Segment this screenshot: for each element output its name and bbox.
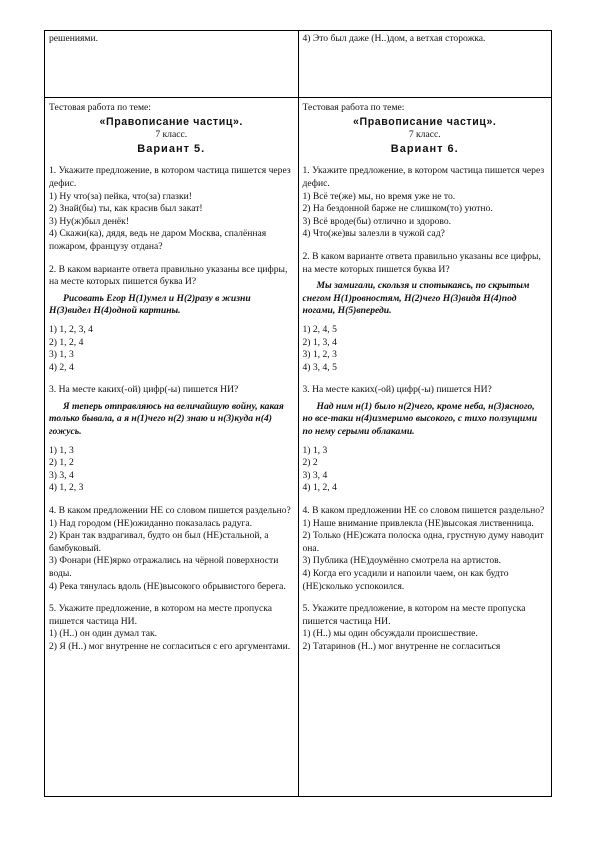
example-sentence: Над ним н(1) было н(2)чего, кроме неба, н(3)ясного, но все-таки н(4)измеримо высокого, с тихо ползущими по нему серыми облаками. [302, 400, 538, 438]
answer-option: 2) 2 [302, 457, 318, 469]
test-heading: Тестовая работа по теме: [49, 102, 151, 113]
table-row-main [45, 98, 552, 797]
answer-option: 4) Река тянулась вдоль (НЕ)высокого обрывистого берега. [49, 580, 286, 592]
answer-option: 1) 2, 4, 5 [302, 323, 337, 335]
answer-option: 1) Над городом (НЕ)ожиданно показалась радуга. [49, 517, 252, 529]
answer-option: 2) Я (Н..) мог внутренне не согласиться с его аргументами. [49, 640, 291, 652]
answer-option: 3) Всё вроде(бы) отлично и здорово. [302, 215, 452, 227]
test-table [44, 30, 552, 797]
answer-option: 2) Татаринов (Н..) мог внутренне не согласиться [302, 640, 501, 652]
question-block [49, 603, 294, 653]
table-row-top [45, 31, 552, 98]
answer-option: 4) 1, 2, 4 [302, 482, 337, 494]
question-block [303, 384, 548, 495]
variant-6-cell [298, 98, 552, 797]
answer-option: 2) 1, 2 [49, 457, 74, 469]
example-sentence: Рисовать Егор Н(1)умел и Н(2)разу в жизни Н(3)видел Н(4)одной картины. [49, 292, 251, 317]
answer-option: 1) 1, 3 [49, 444, 74, 456]
question-block [49, 165, 294, 253]
question-text: 1. Укажите предложение, в котором частица пишется через дефис. [302, 165, 545, 189]
top-right-cell [298, 31, 552, 98]
top-left-cell [45, 31, 299, 98]
example-sentence: Я теперь отправляюсь на величайшую войну, какая только бывала, а я н(1)чего н(2) знаю и н(3)куда н(4) гожусь. [49, 400, 284, 438]
test-heading: Тестовая работа по теме: [302, 102, 405, 113]
grade-label: 7 класс. [408, 129, 441, 141]
grade-label: 7 класс. [155, 129, 188, 141]
answer-option: 3) 3, 4 [302, 469, 328, 481]
answer-option: 1) 1, 2, 3, 4 [49, 323, 93, 335]
answer-option: 2) Только (НЕ)сжата полоска одна, грустную думу наводит она. [302, 530, 544, 554]
answer-option: 3) 1, 3 [49, 349, 74, 361]
answer-option: 1) 1, 3 [302, 444, 328, 456]
question-block [49, 384, 294, 495]
question-text: 1. Укажите предложение, в котором частица пишется через дефис. [49, 165, 291, 189]
question-block [303, 603, 548, 653]
answer-option: 1) (Н..) мы один обсуждали происшествие. [302, 628, 478, 640]
answer-option: 4) 2, 4 [49, 361, 74, 373]
example-sentence: Мы замигали, скользя и спотыкаясь, по скрытым снегом Н(1)ровностям, Н(2)чего Н(3)видя Н(4)под ногами, Н(5)впереди. [302, 280, 530, 317]
answer-option: 1) Наше внимание привлекла (НЕ)высокая лиственница. [302, 517, 534, 529]
answer-option: 2) 1, 3, 4 [302, 336, 337, 348]
answer-option: 3) 3, 4 [49, 469, 74, 481]
question-text: 2. В каком варианте ответа правильно указаны все цифры, на месте которых пишется буква И? [302, 250, 541, 275]
question-block [303, 505, 548, 593]
question-block [49, 505, 294, 593]
test-topic: «Правописание частиц». [99, 115, 243, 128]
question-text: 4. В каком предложении НЕ со словом пишется раздельно? [302, 505, 545, 517]
test-topic: «Правописание частиц». [353, 115, 497, 128]
variant-title: Вариант 6. [390, 142, 459, 155]
question-text: 3. На месте каких(-ой) цифр(-ы) пишется НИ? [302, 384, 492, 396]
answer-option: 4) Скажи(ка), дядя, ведь не даром Москва, спалённая пожаром, французу отдана? [49, 228, 267, 252]
answer-option: 2) Знай(бы) ты, как красив был закат! [49, 203, 203, 215]
question-block [303, 165, 548, 241]
answer-option: 4) 1, 2, 3 [49, 482, 84, 494]
question-text: 5. Укажите предложение, в котором на месте пропуска пишется частица НИ. [302, 603, 526, 627]
answer-option: 1) Ну что(за) пейка, что(за) глазки! [49, 190, 192, 202]
top-left-text: решениями. [49, 33, 98, 44]
answer-option: 1) Всё те(же) мы, но время уже не то. [302, 190, 456, 202]
question-block [49, 264, 294, 375]
question-text: 4. В каком предложении НЕ со словом пишется раздельно? [49, 505, 291, 517]
question-text: 5. Укажите предложение, в котором на месте пропуска пишется частица НИ. [49, 603, 272, 627]
top-right-text: 4) Это был даже (Н..)дом, а ветхая сторожка. [302, 33, 486, 44]
variant-title: Вариант 5. [137, 142, 206, 155]
answer-option: 3) Ну(ж)был денёк! [49, 215, 130, 227]
answer-option: 4) 3, 4, 5 [302, 361, 337, 373]
answer-option: 2) Кран так вздрагивал, будто он был (НЕ)стальной, а бамбуковый. [49, 530, 269, 554]
answer-option: 3) Публика (НЕ)доумённо смотрела на артистов. [302, 555, 502, 567]
variant-5-cell [45, 98, 299, 797]
answer-option: 2) 1, 2, 4 [49, 336, 84, 348]
answer-option: 4) Что(же)вы залезли в чужой сад? [302, 228, 445, 240]
answer-option: 3) 1, 2, 3 [302, 349, 337, 361]
question-text: 3. На месте каких(-ой) цифр(-ы) пишется НИ? [49, 384, 239, 396]
question-list [49, 165, 294, 653]
answer-option: 3) Фонари (НЕ)ярко отражались на чёрной поверхности воды. [49, 555, 279, 579]
answer-option: 2) На бездонной барже не слишком(то) уютно. [302, 203, 493, 215]
answer-option: 4) Когда его усадили и напоили чаем, он как будто (НЕ)сколько успокоился. [302, 568, 509, 592]
question-block [303, 251, 548, 374]
question-text: 2. В каком варианте ответа правильно указаны все цифры, на месте которых пишется буква И? [49, 263, 288, 288]
answer-option: 1) (Н..) он один думал так. [49, 628, 158, 640]
question-list [303, 165, 548, 653]
